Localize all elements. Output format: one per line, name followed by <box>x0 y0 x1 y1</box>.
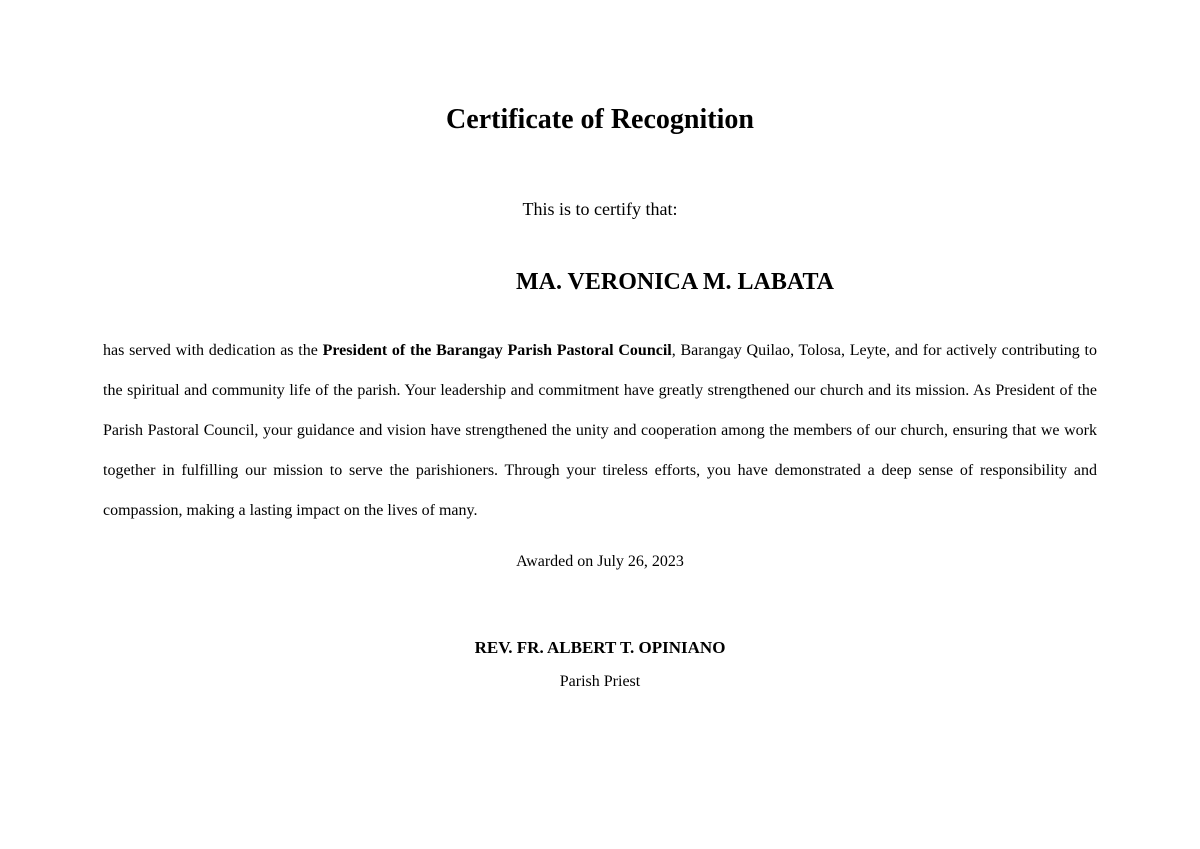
body-position: President of the Barangay Parish Pastoral Council <box>322 342 672 359</box>
certificate-body <box>103 331 1097 531</box>
award-date: Awarded on July 26, 2023 <box>516 553 684 570</box>
certify-line: This is to certify that: <box>522 199 678 219</box>
recipient-name: MA. VERONICA M. LABATA <box>515 269 834 295</box>
signatory-role: Parish Priest <box>559 673 641 690</box>
body-intro: has served with dedication as the <box>103 342 323 359</box>
body-rest: , Barangay Quilao, Tolosa, Leyte, and for actively contributing to the spiritual and community life of the parish. Your leadership and commitment have greatly strengthened our church and its mission. As President of the Parish Pastoral Council, your guidance and vision have strengthened the unity and cooperation among the members of our church, ensuring that we work together in fulfilling our mission to serve the parishioners. Through your tireless efforts, you have demonstrated a deep sense of responsibility and compassion, making a lasting impact on the lives of many. <box>103 342 1098 519</box>
signatory-name: REV. FR. ALBERT T. OPINIANO <box>474 638 726 657</box>
certificate-title: Certificate of Recognition <box>446 104 754 135</box>
